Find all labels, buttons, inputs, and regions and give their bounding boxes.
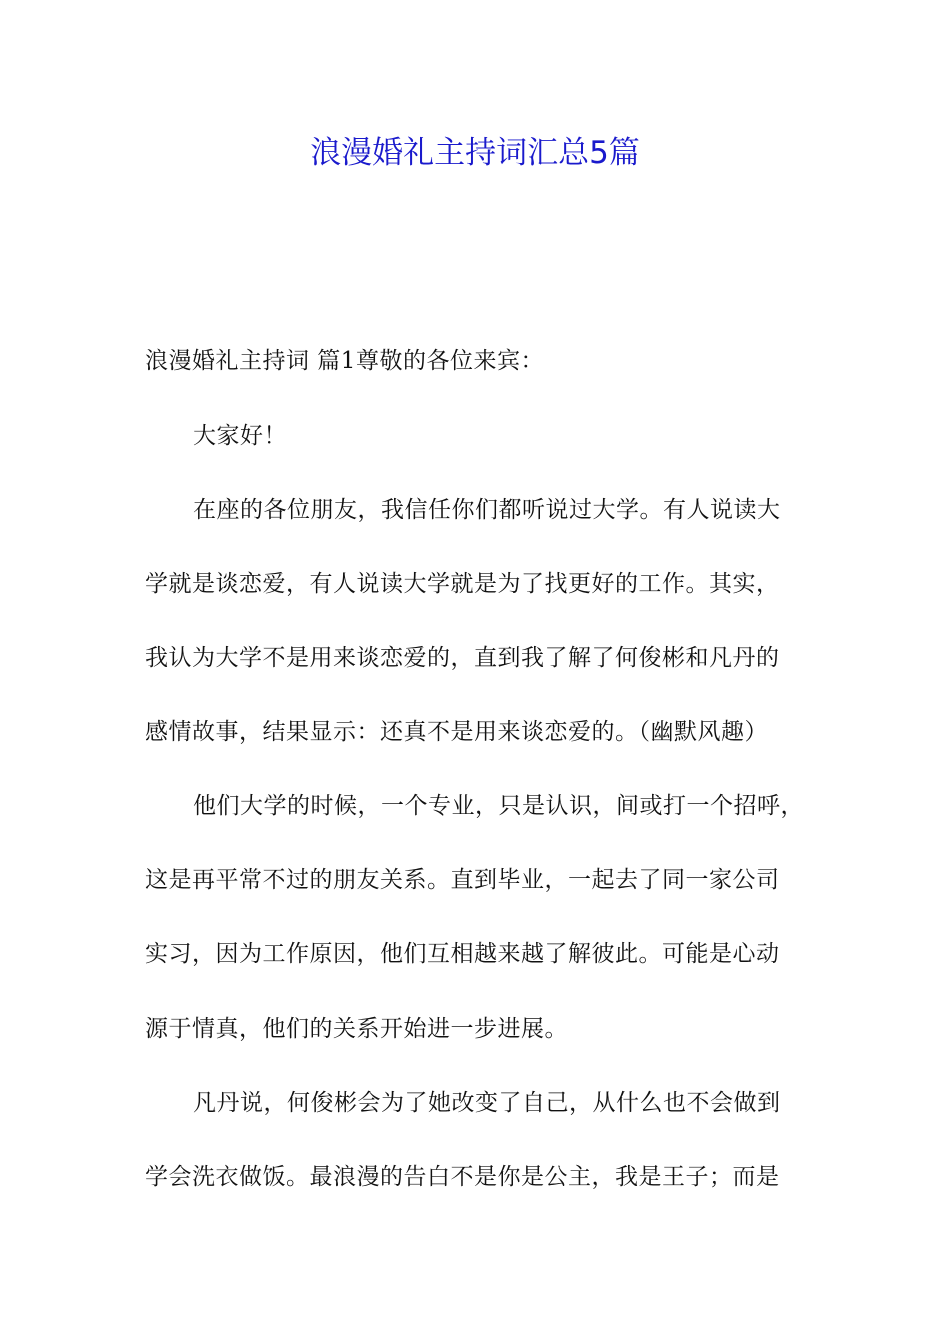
text-line: 凡丹说，何俊彬会为了她改变了自己，从什么也不会做到 — [193, 1090, 781, 1116]
text-line: 在座的各位朋友，我信任你们都听说过大学。有人说读大 — [193, 497, 781, 523]
text-line: 实习，因为工作原因，他们互相越来越了解彼此。可能是心动 — [145, 941, 780, 967]
text-line: 学就是谈恋爱，有人说读大学就是为了找更好的工作。其实， — [145, 571, 780, 597]
document-title: 浪漫婚礼主持词汇总5篇 — [310, 135, 640, 171]
text-line: 我认为大学不是用来谈恋爱的，直到我了解了何俊彬和凡丹的 — [145, 645, 780, 671]
text-line: 学会洗衣做饭。最浪漫的告白不是你是公主，我是王子；而是 — [145, 1164, 780, 1190]
text-line: 源于情真，他们的关系开始进一步进展。 — [145, 1016, 568, 1042]
text-line: 他们大学的时候，一个专业，只是认识，间或打一个招呼， — [193, 793, 804, 819]
text-line: 感情故事，结果显示：还真不是用来谈恋爱的。（幽默风趣） — [145, 719, 768, 745]
text-line: 大家好！ — [193, 423, 287, 449]
text-line: 浪漫婚礼主持词 篇1尊敬的各位来宾： — [145, 348, 544, 374]
text-line: 这是再平常不过的朋友关系。直到毕业，一起去了同一家公司 — [145, 867, 780, 893]
